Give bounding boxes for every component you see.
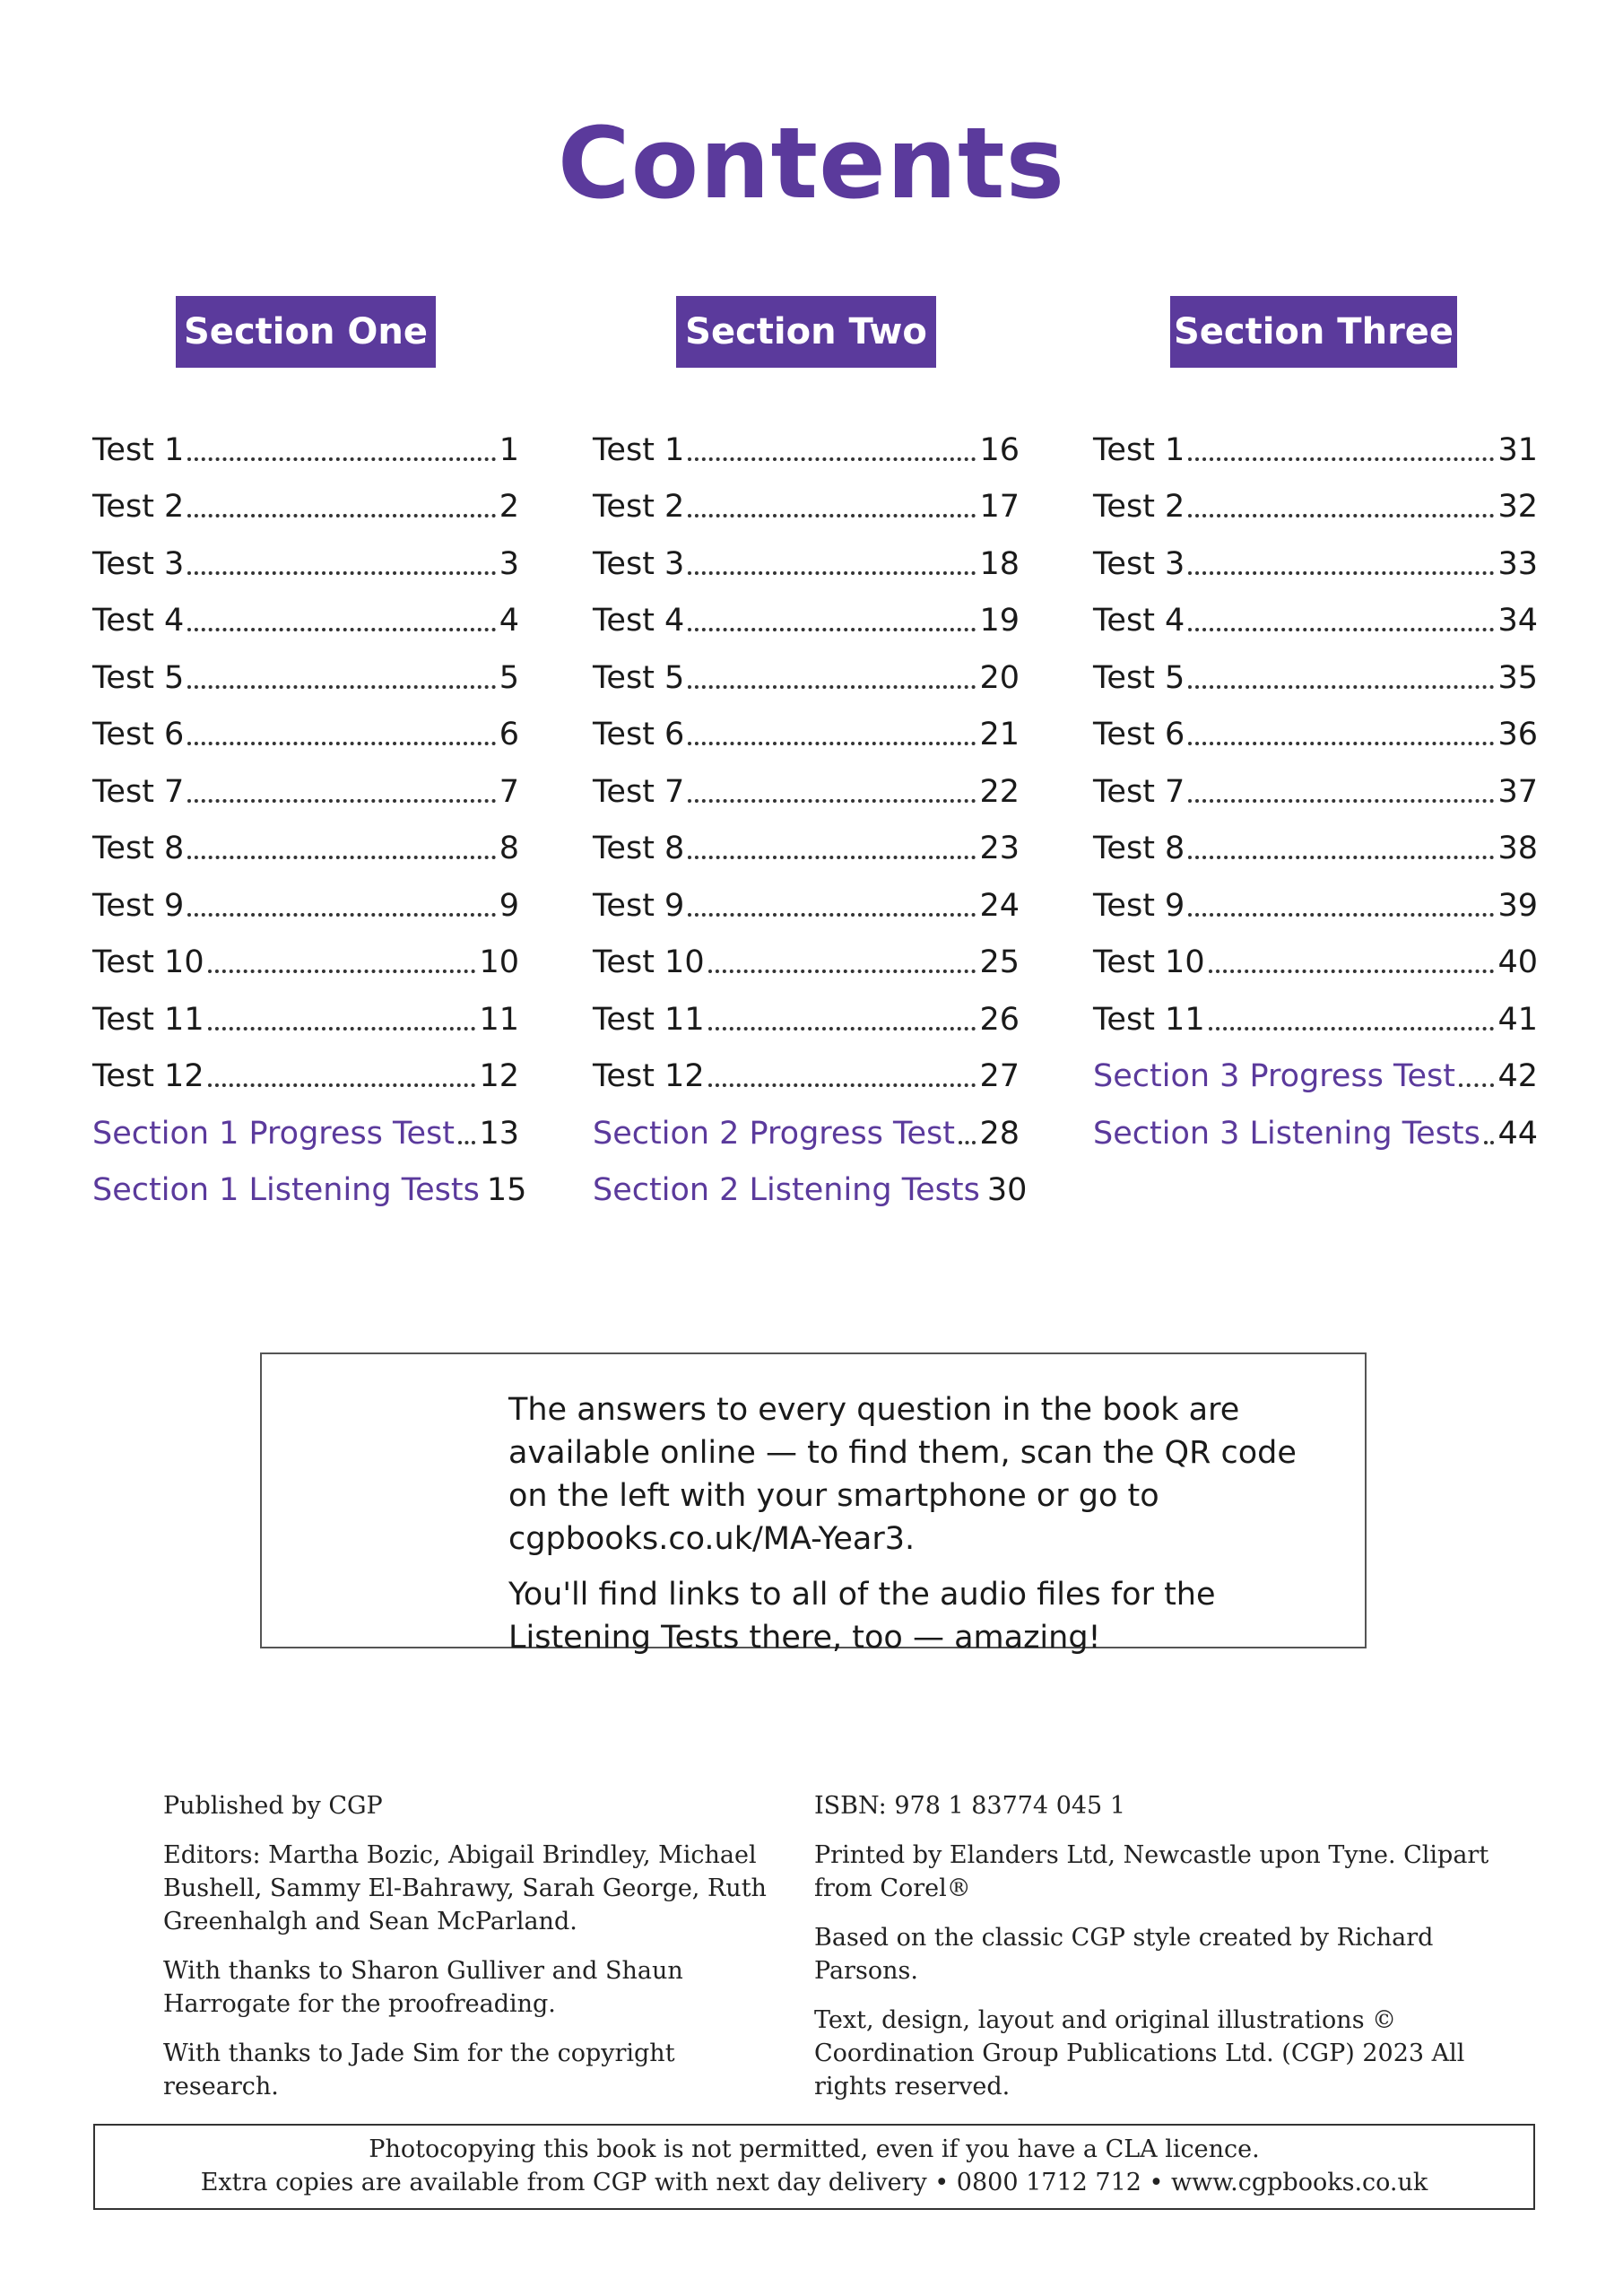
toc-dot-leader	[187, 571, 495, 575]
toc-entry-label: Test 10	[1093, 944, 1205, 980]
toc-entry	[593, 468, 1020, 526]
toc-entry-label: Test 1	[593, 431, 685, 468]
toc-entry-label: Section 2 Progress Test	[593, 1115, 955, 1152]
toc-entry	[1093, 639, 1538, 696]
toc-dot-leader	[1188, 913, 1494, 917]
toc-dot-leader	[187, 514, 495, 517]
toc-entry	[593, 924, 1020, 981]
toc-entry-label: Section 1 Listening Tests	[92, 1172, 480, 1208]
toc-entry-label: Test 3	[593, 545, 685, 582]
toc-dot-leader	[1188, 628, 1494, 631]
toc-dot-leader	[187, 685, 495, 689]
toc-dot-leader	[688, 514, 976, 517]
toc-entry	[593, 1094, 1020, 1152]
credits-left	[163, 1789, 791, 2119]
toc-entry	[92, 411, 519, 468]
toc-dot-leader	[187, 628, 495, 631]
toc-dot-leader	[688, 799, 976, 803]
toc-entry-label: Test 8	[92, 831, 185, 866]
toc-entry	[593, 582, 1020, 639]
toc-entry-label: Test 4	[593, 603, 685, 639]
toc-dot-leader	[1188, 457, 1494, 461]
toc-entry-page: 16	[979, 431, 1020, 468]
toc-dot-leader	[1188, 856, 1494, 859]
toc-dot-leader	[708, 1083, 976, 1087]
toc-entry	[1093, 1094, 1538, 1152]
toc-dot-leader	[187, 913, 495, 917]
toc-entry-label: Section 2 Listening Tests	[593, 1172, 980, 1208]
toc-entry-label: Test 10	[92, 944, 204, 980]
toc-dot-leader	[187, 856, 495, 859]
toc-entry-label: Test 1	[1093, 431, 1185, 468]
toc-dot-leader	[208, 1027, 476, 1031]
toc-entry-page: 24	[979, 887, 1020, 924]
toc-entry	[593, 525, 1020, 582]
toc-entry-label: Test 1	[92, 431, 185, 468]
toc-entry-label: Test 6	[1093, 717, 1185, 752]
toc-entry-page: 20	[979, 659, 1020, 696]
toc-entry-page: 33	[1497, 545, 1538, 582]
toc-dot-leader	[1188, 571, 1494, 575]
toc-entry	[593, 866, 1020, 924]
toc-entry-label: Test 2	[593, 489, 685, 525]
toc-entry-label: Test 10	[593, 944, 705, 980]
toc-entry-label: Test 9	[593, 887, 685, 924]
section-heading: Section Two	[676, 296, 936, 368]
credit-line: With thanks to Jade Sim for the copyright research.	[163, 2039, 675, 2100]
footer-line: Extra copies are available from CGP with next day delivery • 0800 1712 712 • www.cgpbooks.co.uk	[200, 2169, 1428, 2196]
toc-entry-page: 10	[479, 944, 519, 980]
toc-entry-page: 1	[499, 431, 519, 468]
toc-entry-label: Section 3 Listening Tests	[1093, 1115, 1480, 1152]
credit-line: Printed by Elanders Ltd, Newcastle upon Tyne. Clipart from Corel®	[814, 1841, 1489, 1902]
toc-entry-page: 6	[499, 717, 519, 752]
toc-entry	[1093, 696, 1538, 753]
toc-entry-page: 9	[499, 887, 519, 924]
toc-entry-page: 3	[499, 545, 519, 582]
toc-entry	[593, 696, 1020, 753]
toc-dot-leader	[187, 457, 495, 461]
toc-list	[92, 411, 527, 1208]
toc-entry-page: 17	[979, 489, 1020, 525]
toc-entry-page: 25	[979, 944, 1020, 980]
toc-entry-page: 4	[499, 603, 519, 639]
toc-entry	[593, 639, 1020, 696]
toc-entry	[593, 810, 1020, 867]
credit-line: With thanks to Sharon Gulliver and Shaun Harrogate for the proofreading.	[163, 1957, 683, 2018]
toc-dot-leader	[688, 913, 976, 917]
toc-entry-page: 34	[1497, 603, 1538, 639]
toc-dot-leader	[1188, 685, 1494, 689]
toc-entry	[92, 468, 519, 526]
toc-entry	[92, 696, 519, 753]
toc-entry-page: 32	[1497, 489, 1538, 525]
toc-entry	[92, 924, 519, 981]
toc-dot-leader	[1188, 742, 1494, 745]
toc-entry-page: 26	[979, 1001, 1020, 1038]
toc-dot-leader	[688, 742, 976, 745]
toc-dot-leader	[959, 1141, 976, 1144]
toc-dot-leader	[1209, 970, 1495, 973]
toc-dot-leader	[708, 970, 976, 973]
toc-entry-label: Test 9	[92, 887, 185, 924]
toc-entry-label: Test 2	[92, 489, 185, 525]
toc-entry-page: 30	[986, 1172, 1028, 1208]
toc-entry-label: Test 8	[593, 831, 685, 866]
toc-entry	[1093, 924, 1538, 981]
credits-right	[814, 1789, 1496, 2119]
info-paragraph: You'll find links to all of the audio files for the Listening Tests there, too — amazing!	[508, 1577, 1216, 1656]
info-paragraph: The answers to every question in the book are available online — to find them, scan the QR code on the left with your smartphone or go to cgpbooks.co.uk/MA-Year3.	[508, 1392, 1297, 1557]
toc-dot-leader	[187, 799, 495, 803]
toc-entry	[593, 980, 1020, 1038]
toc-entry-label: Test 7	[593, 773, 685, 810]
toc-entry-label: Test 11	[92, 1001, 204, 1038]
toc-entry-page: 42	[1497, 1058, 1538, 1094]
toc-entry-page: 5	[499, 659, 519, 696]
toc-entry-page: 35	[1497, 659, 1538, 696]
toc-dot-leader	[1188, 799, 1494, 803]
toc-entry-label: Test 7	[92, 773, 185, 810]
page-title: Contents	[557, 106, 1066, 221]
toc-entry-page: 36	[1497, 717, 1538, 752]
toc-entry-label: Section 3 Progress Test	[1093, 1058, 1455, 1094]
credit-line: Editors: Martha Bozic, Abigail Brindley, Michael Bushell, Sammy El-Bahrawy, Sarah George, Ruth Greenhalgh and Sean McParland.	[163, 1841, 767, 1935]
toc-entry	[92, 1152, 527, 1209]
toc-entry	[92, 582, 519, 639]
toc-entry-page: 40	[1497, 944, 1538, 980]
toc-entry-page: 8	[499, 831, 519, 866]
toc-entry-page: 39	[1497, 887, 1538, 924]
credit-line: Text, design, layout and original illustrations © Coordination Group Publications Ltd. (CGP) 2023 All rights reserved.	[814, 2006, 1465, 2100]
footer-line: Photocopying this book is not permitted, even if you have a CLA licence.	[369, 2135, 1260, 2163]
toc-entry-label: Test 12	[92, 1058, 204, 1094]
toc-entry	[1093, 582, 1538, 639]
credit-line: Based on the classic CGP style created by Richard Parsons.	[814, 1924, 1434, 1985]
toc-entry-label: Section 1 Progress Test	[92, 1115, 455, 1152]
toc-entry-label: Test 3	[92, 545, 185, 582]
toc-entry	[1093, 752, 1538, 810]
toc-entry-label: Test 8	[1093, 831, 1185, 866]
toc-entry-page: 7	[499, 773, 519, 810]
toc-entry	[1093, 866, 1538, 924]
toc-dot-leader	[1188, 514, 1494, 517]
toc-entry-page: 18	[979, 545, 1020, 582]
toc-list	[593, 411, 1028, 1208]
toc-entry	[92, 752, 519, 810]
toc-dot-leader	[688, 856, 976, 859]
toc-entry	[1093, 411, 1538, 468]
toc-entry-label: Test 6	[92, 717, 185, 752]
toc-entry-label: Test 5	[593, 659, 685, 696]
toc-entry	[92, 525, 519, 582]
toc-dot-leader	[688, 685, 976, 689]
toc-dot-leader	[208, 970, 476, 973]
toc-entry-page: 31	[1497, 431, 1538, 468]
toc-entry	[92, 810, 519, 867]
section-heading: Section One	[176, 296, 436, 368]
toc-entry-label: Test 5	[1093, 659, 1185, 696]
toc-entry-label: Test 4	[92, 603, 185, 639]
toc-entry	[593, 1038, 1020, 1095]
answers-info-box	[260, 1352, 1367, 1656]
toc-entry-page: 2	[499, 489, 519, 525]
toc-entry-page: 27	[979, 1058, 1020, 1094]
section-heading: Section Three	[1170, 296, 1457, 368]
toc-list	[1093, 411, 1538, 1152]
toc-entry-page: 44	[1497, 1115, 1538, 1152]
toc-dot-leader	[208, 1083, 476, 1087]
toc-entry	[1093, 468, 1538, 526]
toc-entry-label: Test 4	[1093, 603, 1185, 639]
footer-notice	[93, 2124, 1535, 2210]
toc-entry-label: Test 5	[92, 659, 185, 696]
toc-dot-leader	[688, 571, 976, 575]
toc-entry-page: 38	[1497, 831, 1538, 866]
toc-entry-page: 23	[979, 831, 1020, 866]
toc-entry	[593, 411, 1020, 468]
toc-entry-page: 41	[1497, 1001, 1538, 1038]
toc-entry	[1093, 810, 1538, 867]
toc-entry-label: Test 9	[1093, 887, 1185, 924]
toc-entry-label: Test 7	[1093, 773, 1185, 810]
toc-dot-leader	[1459, 1083, 1494, 1087]
toc-entry	[92, 639, 519, 696]
toc-entry-page: 37	[1497, 773, 1538, 810]
credit-line: Published by CGP	[163, 1792, 383, 1820]
toc-entry	[92, 1038, 519, 1095]
toc-dot-leader	[688, 457, 976, 461]
credit-line: ISBN: 978 1 83774 045 1	[814, 1792, 1125, 1820]
toc-entry	[1093, 525, 1538, 582]
toc-entry	[92, 1094, 519, 1152]
toc-entry-label: Test 2	[1093, 489, 1185, 525]
toc-dot-leader	[688, 628, 976, 631]
toc-dot-leader	[1484, 1141, 1495, 1144]
toc-entry	[1093, 980, 1538, 1038]
toc-dot-leader	[187, 742, 495, 745]
toc-entry-page: 28	[979, 1115, 1020, 1152]
toc-entry-page: 12	[479, 1058, 519, 1094]
toc-entry-page: 13	[479, 1115, 519, 1152]
toc-entry-page: 22	[979, 773, 1020, 810]
toc-entry	[1093, 1038, 1538, 1095]
toc-entry	[92, 866, 519, 924]
toc-entry-page: 11	[479, 1001, 519, 1038]
toc-entry-label: Test 11	[593, 1001, 705, 1038]
toc-entry	[593, 752, 1020, 810]
toc-dot-leader	[708, 1027, 976, 1031]
toc-entry	[593, 1152, 1028, 1209]
toc-entry-page: 21	[979, 717, 1020, 752]
toc-entry-label: Test 12	[593, 1058, 705, 1094]
toc-entry-page: 19	[979, 603, 1020, 639]
toc-dot-leader	[458, 1141, 475, 1144]
toc-entry-label: Test 11	[1093, 1001, 1205, 1038]
toc-dot-leader	[1209, 1027, 1495, 1031]
toc-entry	[92, 980, 519, 1038]
toc-entry-page: 15	[486, 1172, 527, 1208]
info-text	[508, 1388, 1333, 1672]
toc-entry-label: Test 3	[1093, 545, 1185, 582]
toc-entry-label: Test 6	[593, 717, 685, 752]
